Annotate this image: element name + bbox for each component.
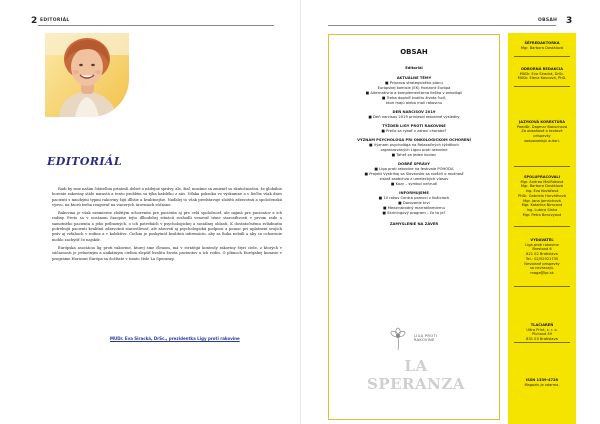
impressum-divider <box>514 166 570 167</box>
impressum-proofreading <box>508 120 576 144</box>
daffodil-icon <box>368 324 458 354</box>
impressum-line: 831 03 Bratislava <box>526 337 558 342</box>
impressum-line: príspevky <box>533 134 551 139</box>
toc-section-heading: AKTUÁLNE TÉMY <box>396 76 432 80</box>
impressum-line: maga@lpr.sk <box>530 270 554 275</box>
toc-editorial: Editoriál <box>405 66 423 70</box>
toc-item: ■ Kozy – symbol nehrudí <box>390 182 438 186</box>
toc-item: ■ Projekt Vystrihaj sa Slovensko sa rozšíril o možnosť <box>364 172 464 176</box>
impressum-heading: JAZYKOVÁ KOREKTÚRA <box>518 120 566 124</box>
impressum-heading: VYDAVATEĽ <box>530 238 554 242</box>
impressum-heading: ODBORNÁ REDAKCIA <box>520 67 563 71</box>
impressum-divider <box>514 86 570 87</box>
contents-title: OBSAH <box>400 48 428 56</box>
toc-item: ■ Liga proti rakovine na festivale POHODA <box>374 167 454 171</box>
toc-item: organizovaných Ligou proti rakovine <box>380 148 448 152</box>
impressum-line: Ultra Print, s. r. o. <box>526 327 558 332</box>
page-gutter <box>300 0 301 424</box>
toc-item: ■ Príprava strategického plánu <box>385 81 443 85</box>
toc-item: ■ Prečo sa rybať v zdraví chorobe? <box>381 129 447 133</box>
impressum-divider <box>514 286 570 287</box>
toc-item: Európskej komisie (EK) Horizont Európa <box>377 86 451 90</box>
editorial-signature: MUDr. Eva Siracká, DrSc., prezidentka Ligy proti rakovine <box>110 336 240 341</box>
page-number-right: 3 <box>566 16 573 26</box>
impressum-line: PaedDr. Dagmar Bakuchová <box>516 124 568 129</box>
toc-section-heading: TÝŽDEŇ LIGY PROTI RAKOVINE <box>382 124 446 128</box>
impressum-heading: ŠÉFREDAKTORKA <box>524 41 560 45</box>
impressum-editor <box>508 41 576 50</box>
editorial-title: EDITORIÁL <box>47 155 122 168</box>
header-label-right: OBSAH <box>538 18 558 23</box>
toc-section-heading: DEŇ NARCISOV 2019 <box>392 110 436 114</box>
impressum-printer <box>508 323 576 342</box>
table-of-contents <box>336 66 492 227</box>
impressum-line: MUDr. Eva Siracká, DrSc. <box>519 71 565 76</box>
toc-item: ■ Treba doplniť kvalitu života ľudí, <box>382 96 446 100</box>
header-rule-right <box>328 25 556 26</box>
toc-item: ktorí majú alebo mali rakovinu <box>385 101 443 105</box>
logo-text <box>414 334 437 343</box>
impressum-divider <box>514 226 570 227</box>
toc-item: ■ Taheť za jeden koniec <box>391 153 437 157</box>
impressum-line: Mgr. Petra Benczyová <box>522 212 562 217</box>
impressum-line: Tel.: 02/52921735 <box>525 256 559 261</box>
impressum-heading: ISSN 1339-4728 <box>525 378 559 382</box>
impressum-line: Ing. Eva Kováčová <box>525 189 559 194</box>
impressum-line: sa nevracajú. <box>529 266 555 271</box>
logo-text-line2: RAKOVINE <box>414 338 435 343</box>
header-label-left: EDITORIÁL <box>40 18 70 23</box>
toc-item: ■ 10 rokov Centra pomoci v Košiciach <box>378 196 450 200</box>
toc-item: získať zaobchvo z umeleckých vlasov <box>379 177 449 181</box>
impressum-heading: SPOLUPRACOVALI <box>523 175 561 179</box>
impressum-line: MUDr. Elena Kavcová, PhD. <box>517 76 567 81</box>
toc-section-heading: ZAMYSLENIE NA ZÁVER <box>389 222 439 226</box>
editorial-paragraph-3: Európska asociácia lig proti rakovine, ktorej sme členom, má v stratégii kontroly rakoviny štyri ciele, z ktorých v súčasnosti je jednotným a unikátnym cieľom zlepšiť kvalitu života pacientov a ich rodín. O plánoch Európskej komisie v programe Horizont Európa sa dočítate v tomto čísle La Speranzy. <box>52 245 282 261</box>
impressum-contributors <box>508 175 576 217</box>
editorial-paragraph-1: Radi by sme našim čitateľom priniesli dobré a nádejné správy, ale, žiaľ, musíme sa zmieniť so skutočnosťou, že globálne borenie rakoviny stále narastá a tento problém sa týka každého z nás. Vďaka pokroku vo výskumne a v liečbe však dnes pacienti s mnohými typmi rakoviny žijú dlhšie a kvalitnejšie. Naďalej to však predstavuje zložitú zdravotnú a spoločenskú výzvu, na ktorú treba reagovať na viacerých úrovniach súčasne. <box>52 187 282 207</box>
header-rule-left <box>38 25 274 26</box>
page-number-left: 2 <box>31 16 38 26</box>
impressum-line: Mgr. Barbora Dostálová <box>520 184 564 189</box>
impressum-line: Liga proti rakovine <box>525 242 559 247</box>
impressum-line: Mgr. Barbora Dostálová <box>520 45 564 50</box>
portrait-illustration <box>45 33 129 117</box>
toc-item: ■ Darovanie krvi <box>398 201 430 205</box>
impressum-line: PhDr. Gabriela Horváthová <box>518 193 566 198</box>
impressum-line: Mgr. Katarína Nimcová <box>521 203 563 208</box>
impressum-issn <box>508 378 576 387</box>
toc-item: ■ Skríningový program – čo to je? <box>382 211 446 215</box>
toc-section-heading: VÝZNAM PSYCHOLÓGA PRI ONKOLOGICKOM OCHORENÍ <box>357 138 471 142</box>
impressum-line: Magazín je zdarma. <box>524 382 560 387</box>
impressum-panel <box>508 33 576 424</box>
toc-item: ■ Alternatívna a komplementárna liečba v onkológii <box>365 91 463 95</box>
logo-text-line1: LIGA PROTI <box>414 334 438 338</box>
impressum-publisher <box>508 238 576 276</box>
portrait-photo <box>45 33 129 117</box>
impressum-heading: TLAČIAREŇ <box>530 323 554 327</box>
editorial-body <box>52 187 282 265</box>
toc-item: ■ Deň narcisov 2019 priniesol rekordné výsledky <box>368 115 460 119</box>
impressum-line: Pluhová 49 <box>532 332 552 337</box>
magazine-masthead: LA SPERANZA <box>367 357 465 393</box>
impressum-line: Brestová 6 <box>532 247 552 252</box>
impressum-line: Nevolané príspevky <box>524 261 560 266</box>
impressum-line: zodpovedajú autori. <box>524 138 560 143</box>
toc-section-heading: DOBRÉ SPRÁVY <box>398 162 430 166</box>
impressum-expert-editors <box>508 67 576 81</box>
toc-section-heading: INFORMUJEME <box>399 191 429 195</box>
impressum-line: Ing. Lubica Slaha <box>526 207 558 212</box>
toc-item: ■ Význam psychológa na Relaxačných týždňoch <box>369 143 459 147</box>
impressum-line: Za obsahové a textové <box>521 129 563 134</box>
impressum-divider <box>514 56 570 57</box>
impressum-line: Mgr. Andrea Malíňáková <box>520 179 564 184</box>
toc-item: ■ Medzinárodný marratónmiernu <box>383 206 445 210</box>
impressum-divider <box>514 342 570 343</box>
impressum-line: 821 02 Bratislava <box>526 252 558 257</box>
editorial-paragraph-2: Rakovina je však nesmierne zložitým ochorením pre pacienta aj pre celú spoločnosť, ale najmä pre pacientov a ich rodiny. Preto sa v oceánom časopise tejto dlhodobej situácii rozhodli venovať téme starostlivosti v prvom rade o samotného pacienta a jeho príbuzných, o ich potrebách v psychologickej a sociálnej oblasti. K dostatočnému zvládnutiu potrebujú pacienti kvalitnú zdravotnú starostlivosť, ale zároveň aj psychologickú podporu a pomoc pri uplatnení svojich práv aj vzťahoch v rodine a v kolektíve. Cieľom je poskytnúť kvalitnú informáciu, aby sa ľudia nebáli a aby sa ochorenie mohlo zachytiť čo najskôr. <box>52 211 282 242</box>
impressum-line: Mgr. Jana Jamrichová <box>523 198 561 203</box>
